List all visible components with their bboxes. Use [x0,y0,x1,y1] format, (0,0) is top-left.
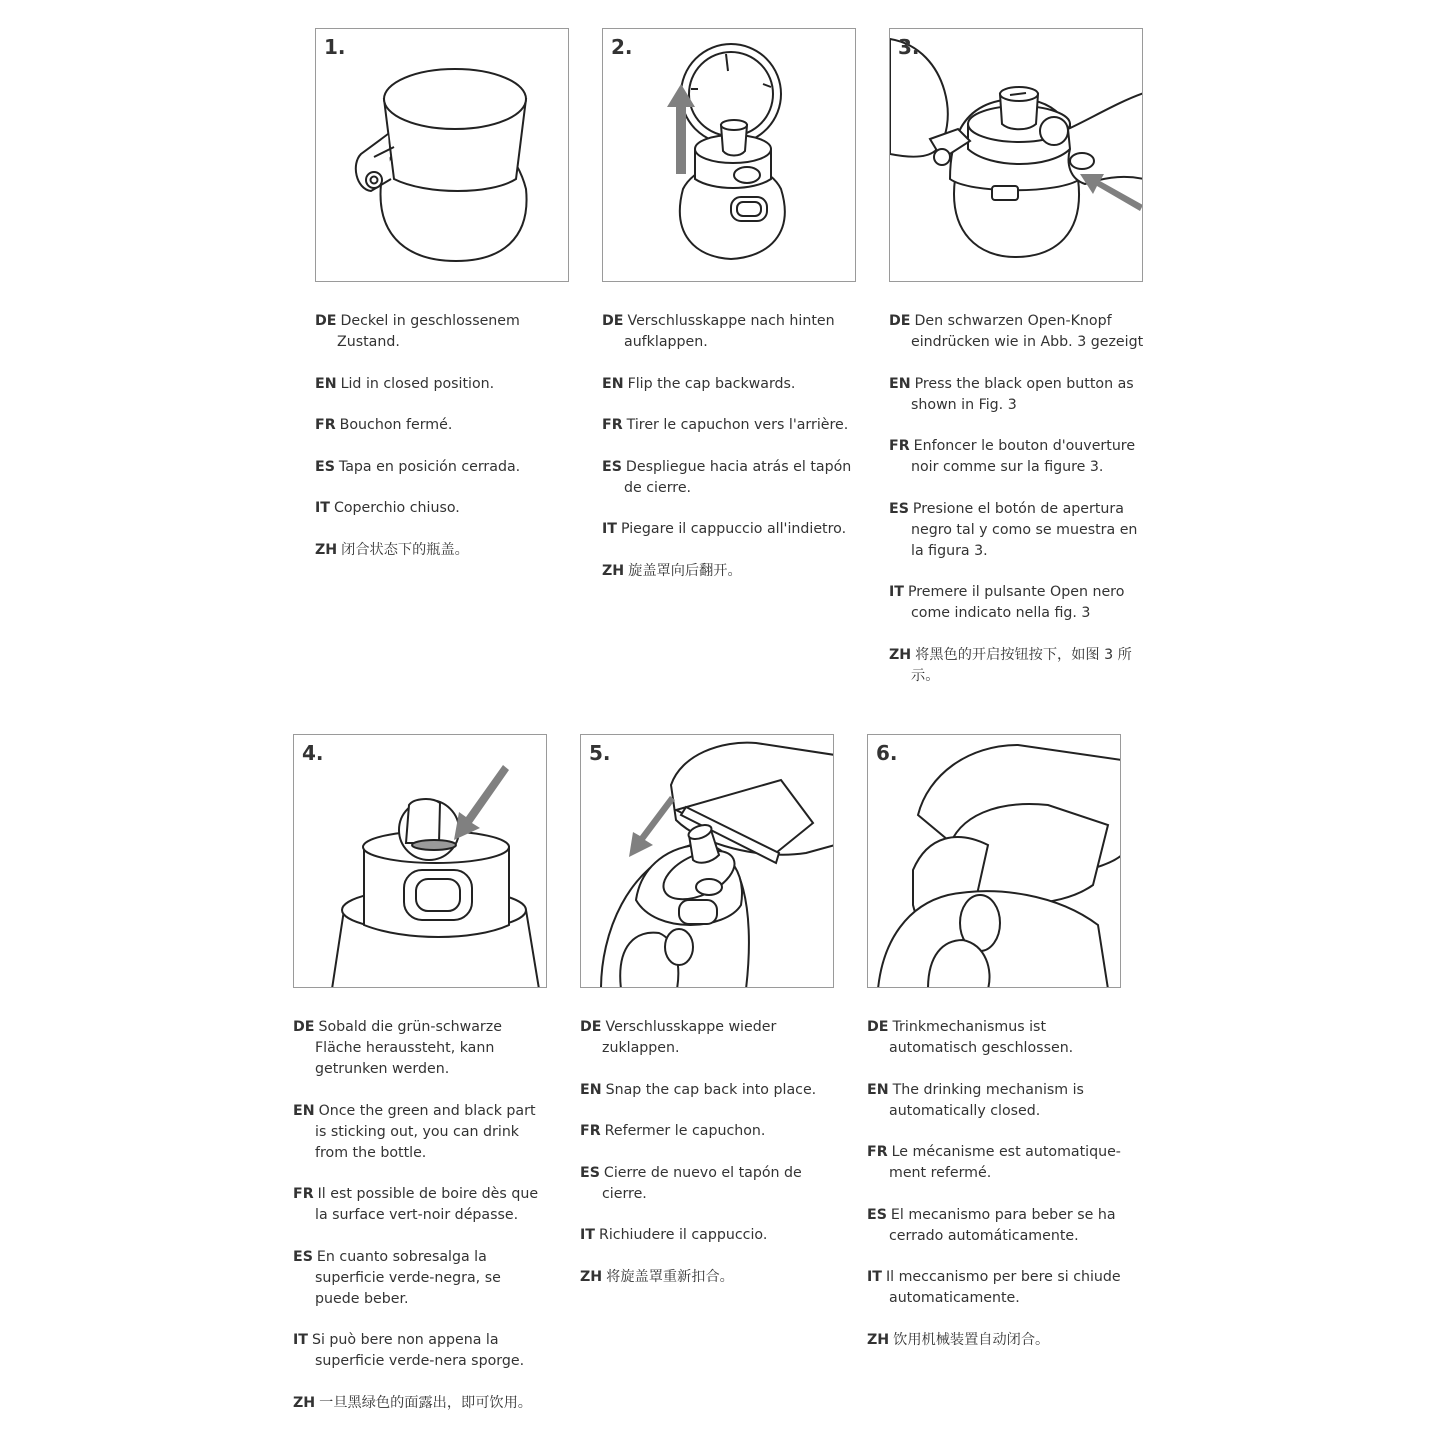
text-it [867,1267,1129,1309]
bottle-lid-closed-icon [316,29,569,282]
lang-code: EN [293,1102,315,1119]
lang-code: ES [889,500,909,517]
instruction-text: Le mécanisme est automatique- ment refermé. [889,1144,1121,1181]
text-en [293,1101,543,1164]
instruction-text: Deckel in geschlossenem Zustand. [337,313,520,350]
instruction-text: El mecanismo para beber se ha cerrado automáticamente. [889,1206,1116,1244]
step-number: 3. [898,35,920,59]
step-number: 5. [589,741,611,765]
lang-code: IT [602,521,617,537]
text-de [602,311,857,353]
instruction-text: Flip the cap backwards. [627,375,796,392]
step-2-text [602,311,857,602]
lang-code: ZH [315,541,338,558]
instruction-text: Piegare il cappuccio all'indietro. [620,521,847,537]
instruction-text: Bouchon fermé. [339,417,453,433]
text-es [293,1247,543,1310]
lang-code: DE [889,313,911,329]
lang-code: ES [315,458,335,475]
text-zh [315,540,577,561]
text-de [315,311,577,353]
mechanism-closed-icon [868,735,1121,988]
snap-cap-back-icon [581,735,834,988]
lang-code: DE [602,313,624,329]
instruction-text: 饮用机械装置自动闭合。 [893,1331,1050,1348]
press-open-button-icon [890,29,1143,282]
lang-code: IT [867,1269,882,1285]
lang-code: IT [293,1332,308,1348]
lang-code: ZH [580,1268,603,1285]
lang-code: ES [580,1164,600,1181]
text-it [315,498,577,519]
instruction-text: 将黑色的开启按钮按下，如图 3 所示。 [911,646,1132,684]
text-en [580,1080,845,1101]
instruction-text: The drinking mechanism is automatically closed. [889,1081,1084,1119]
step-number: 1. [324,35,346,59]
text-es [602,457,857,499]
text-fr [580,1121,845,1142]
instruction-text: Den schwarzen Open-Knopf eindrücken wie in Abb. 3 gezeigt [911,313,1144,350]
lang-code: EN [580,1081,602,1098]
instruction-text: 将旋盖罩重新扣合。 [606,1268,734,1285]
lang-code: FR [293,1186,314,1202]
lang-code: IT [580,1227,595,1243]
text-es [580,1163,845,1205]
instruction-text: 旋盖罩向后翻开。 [628,562,742,579]
text-it [293,1330,543,1372]
lang-code: EN [315,375,337,392]
instruction-text: Refermer le capuchon. [604,1123,766,1139]
instruction-text: Tapa en posición cerrada. [338,458,521,475]
instruction-text: Trinkmechanismus ist automatisch geschlossen. [889,1019,1074,1056]
instruction-text: Il est possible de boire dès que la surface vert-noir dépasse. [315,1186,539,1223]
green-black-part-out-icon [294,735,547,988]
instruction-text: 闭合状态下的瓶盖。 [341,541,469,558]
instruction-text: Press the black open button as shown in Fig. 3 [911,375,1134,413]
text-de [580,1017,845,1059]
step-4-illustration [293,734,547,988]
instruction-text: Lid in closed position. [340,375,495,392]
instruction-text: Tirer le capuchon vers l'arrière. [626,417,849,433]
text-fr [889,436,1144,478]
lang-code: DE [867,1019,889,1035]
text-en [315,374,577,395]
lang-code: EN [889,375,911,392]
lang-code: ES [602,458,622,475]
text-de [293,1017,543,1080]
lang-code: ZH [867,1331,890,1348]
lang-code: FR [580,1123,601,1139]
lang-code: ES [293,1248,313,1265]
instruction-text: Premere il pulsante Open nero come indicato nella fig. 3 [907,584,1125,621]
flip-cap-backwards-icon [603,29,856,282]
text-fr [293,1184,543,1226]
lang-code: DE [315,313,337,329]
text-de [889,311,1144,353]
lang-code: FR [315,417,336,433]
text-zh [602,561,857,582]
lang-code: DE [580,1019,602,1035]
step-4-text [293,1017,543,1434]
text-es [867,1205,1129,1247]
text-fr [315,415,577,436]
lang-code: ZH [293,1394,316,1411]
lang-code: EN [867,1081,889,1098]
step-1-illustration [315,28,569,282]
text-de [867,1017,1129,1059]
step-6-text [867,1017,1129,1371]
instruction-text: 一旦黑绿色的面露出，即可饮用。 [319,1394,532,1411]
text-zh [889,645,1144,687]
text-zh [580,1267,845,1288]
text-it [580,1225,845,1246]
lang-code: IT [315,500,330,516]
step-3-text [889,311,1144,707]
lang-code: FR [889,438,910,454]
instruction-text: Verschlusskappe nach hinten aufklappen. [624,313,835,350]
instruction-text: Enfoncer le bouton d'ouverture noir comme sur la figure 3. [911,438,1136,475]
lang-code: IT [889,584,904,600]
instruction-text: Once the green and black part is sticking out, you can drink from the bottle. [315,1102,536,1161]
text-es [889,499,1144,562]
lang-code: ES [867,1206,887,1223]
instruction-text: Despliegue hacia atrás el tapón de cierre. [624,458,852,496]
instruction-text: Presione el botón de apertura negro tal y como se muestra en la figura 3. [911,500,1138,559]
instruction-text: En cuanto sobresalga la superficie verde-negra, se puede beber. [315,1248,501,1307]
text-fr [602,415,857,436]
text-zh [293,1393,543,1414]
step-6-illustration [867,734,1121,988]
lang-code: ZH [602,562,625,579]
instruction-text: Richiudere il cappuccio. [598,1227,768,1243]
text-en [602,374,857,395]
text-zh [867,1330,1129,1351]
step-3-illustration [889,28,1143,282]
instruction-text: Verschlusskappe wieder zuklappen. [602,1019,777,1056]
step-number: 4. [302,741,324,765]
step-5-illustration [580,734,834,988]
text-it [602,519,857,540]
text-es [315,457,577,478]
lang-code: FR [602,417,623,433]
instruction-text: Si può bere non appena la superficie verde-nera sporge. [311,1332,525,1369]
instruction-text: Cierre de nuevo el tapón de cierre. [602,1164,802,1202]
text-en [867,1080,1129,1122]
text-fr [867,1142,1129,1184]
step-5-text [580,1017,845,1308]
lang-code: FR [867,1144,888,1160]
lang-code: ZH [889,646,912,663]
lang-code: EN [602,375,624,392]
instruction-text: Il meccanismo per bere si chiude automaticamente. [885,1269,1121,1306]
step-number: 6. [876,741,898,765]
lang-code: DE [293,1019,315,1035]
instruction-text: Coperchio chiuso. [333,500,460,516]
instruction-text: Sobald die grün-schwarze Fläche heraussteht, kann getrunken werden. [315,1019,502,1077]
step-1-text [315,311,577,581]
text-it [889,582,1144,624]
instruction-text: Snap the cap back into place. [605,1081,817,1098]
step-2-illustration [602,28,856,282]
step-number: 2. [611,35,633,59]
text-en [889,374,1144,416]
